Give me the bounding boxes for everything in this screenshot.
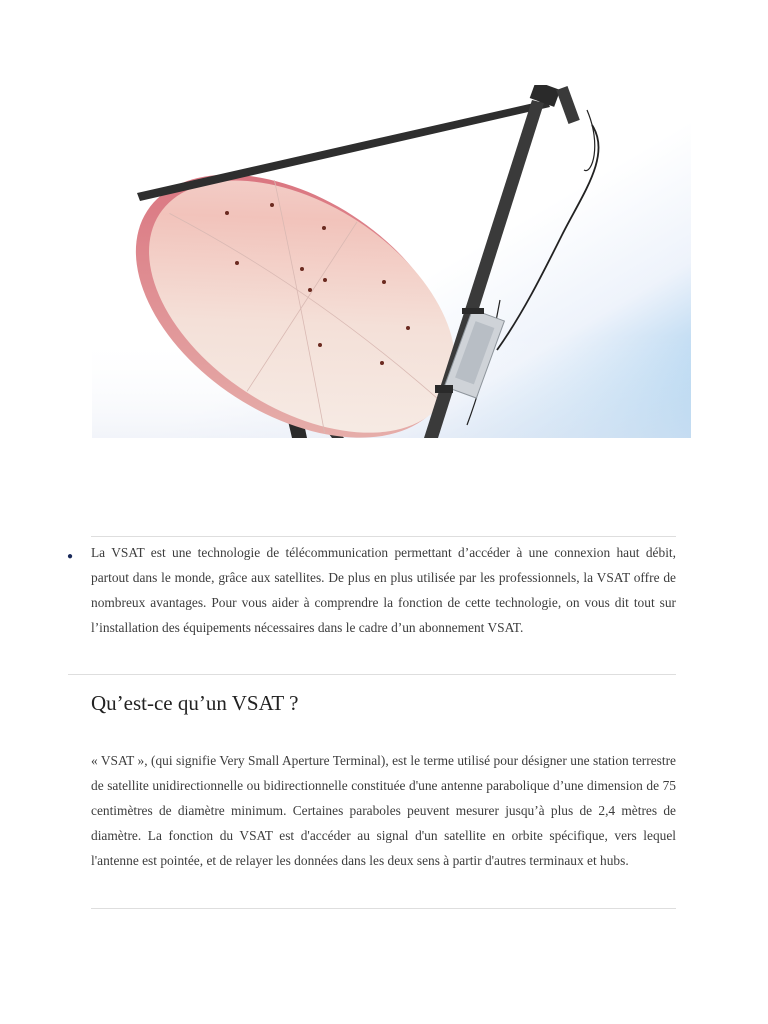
- divider: [91, 908, 676, 909]
- divider: [68, 674, 676, 675]
- section-body: « VSAT », (qui signifie Very Small Aperture Terminal), est le terme utilisé pour désigner une station terrestre de satellite unidirectionnelle ou bidirectionnelle constituée d'une antenne parabolique d’une dimension de 75 centimètres de diamètre minimum. Certaines paraboles peuvent mesurer jusqu’à plus de 2,4 mètres de diamètre. La fonction du VSAT est d'accéder au signal d'un satellite en orbite spécifique, vers lequel l'antenne est pointée, et de relayer les données dans les deux sens à partir d'autres terminaux et hubs.: [91, 753, 676, 868]
- section-heading: Qu’est-ce qu’un VSAT ?: [91, 691, 299, 715]
- intro-paragraph: La VSAT est une technologie de télécommunication permettant d’accéder à une connexion haut débit, partout dans le monde, grâce aux satellites. De plus en plus utilisée par les professionnels, la VSAT offre de nombreux avantages. Pour vous aider à comprendre la fonction de cette technologie, on vous dit tout sur l’installation des équipements nécessaires dans le cadre d’un abonnement VSAT.: [91, 545, 676, 635]
- bullet-dot: ●: [67, 551, 74, 562]
- satellite-dish-illustration: [92, 85, 691, 438]
- satellite-dish-image: [92, 85, 691, 438]
- divider: [91, 536, 676, 537]
